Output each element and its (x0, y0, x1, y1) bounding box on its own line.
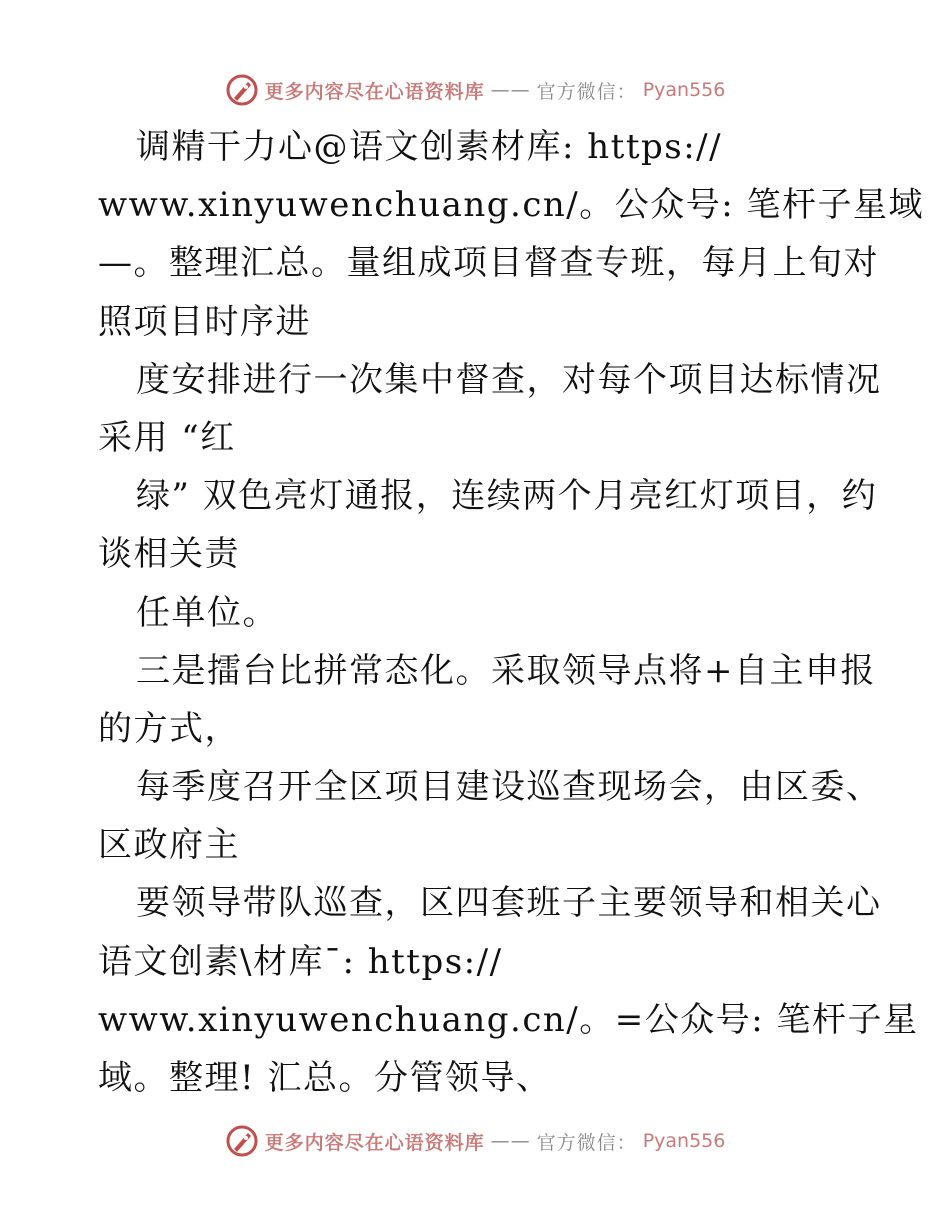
body-line: —。整理汇总。量组成项目督查专班，每月上旬对 (98, 243, 879, 284)
body-line: 任单位。 (136, 592, 278, 633)
header-watermark-banner (0, 70, 950, 110)
banner-sub-text: 官方微信： (536, 80, 637, 103)
pen-nib-logo-icon (225, 1124, 259, 1158)
body-line: 每季度召开全区项目建设巡查现场会，由区委、 (136, 767, 882, 808)
document-body (98, 118, 924, 1107)
body-line: 绿” 双色亮灯通报，连续两个月亮红灯项目，约 (136, 476, 878, 517)
body-line: 要领导带队巡查，区四套班子主要领导和相关心 (136, 883, 882, 924)
body-line: 照项目时序进 (98, 301, 311, 342)
banner-dash: —— (490, 1130, 531, 1152)
banner-dash: —— (490, 79, 531, 101)
body-line: 谈相关责 (98, 534, 240, 575)
banner-wechat-id: Pyan556 (642, 79, 726, 101)
body-line: 区政府主 (98, 825, 240, 866)
footer-watermark-banner (0, 1121, 950, 1161)
banner-main-text: 更多内容尽在心语资料库 (264, 80, 485, 103)
body-line: 语文创素\材库¯: https:// (98, 941, 503, 982)
body-line: www.xinyuwenchuang.cn/。公众号: 笔杆子星域 (98, 185, 924, 226)
banner-sub-text: 官方微信： (536, 1131, 637, 1154)
banner-main-text: 更多内容尽在心语资料库 (264, 1131, 485, 1154)
body-line: 采用 “红 (98, 417, 236, 458)
pen-nib-logo-icon (225, 73, 259, 107)
body-line: www.xinyuwenchuang.cn/。=公众号: 笔杆子星 (98, 999, 919, 1040)
body-line: 的方式， (98, 708, 240, 749)
body-line: 调精干力心@语文创素材库: https:// (136, 127, 723, 167)
body-line: 三是擂台比拼常态化。采取领导点将+自主申报 (136, 650, 876, 691)
body-line: 度安排进行一次集中督查，对每个项目达标情况 (136, 359, 882, 400)
body-line: 域。整理! 汇总。分管领导、 (98, 1058, 552, 1098)
banner-wechat-id: Pyan556 (642, 1130, 726, 1152)
